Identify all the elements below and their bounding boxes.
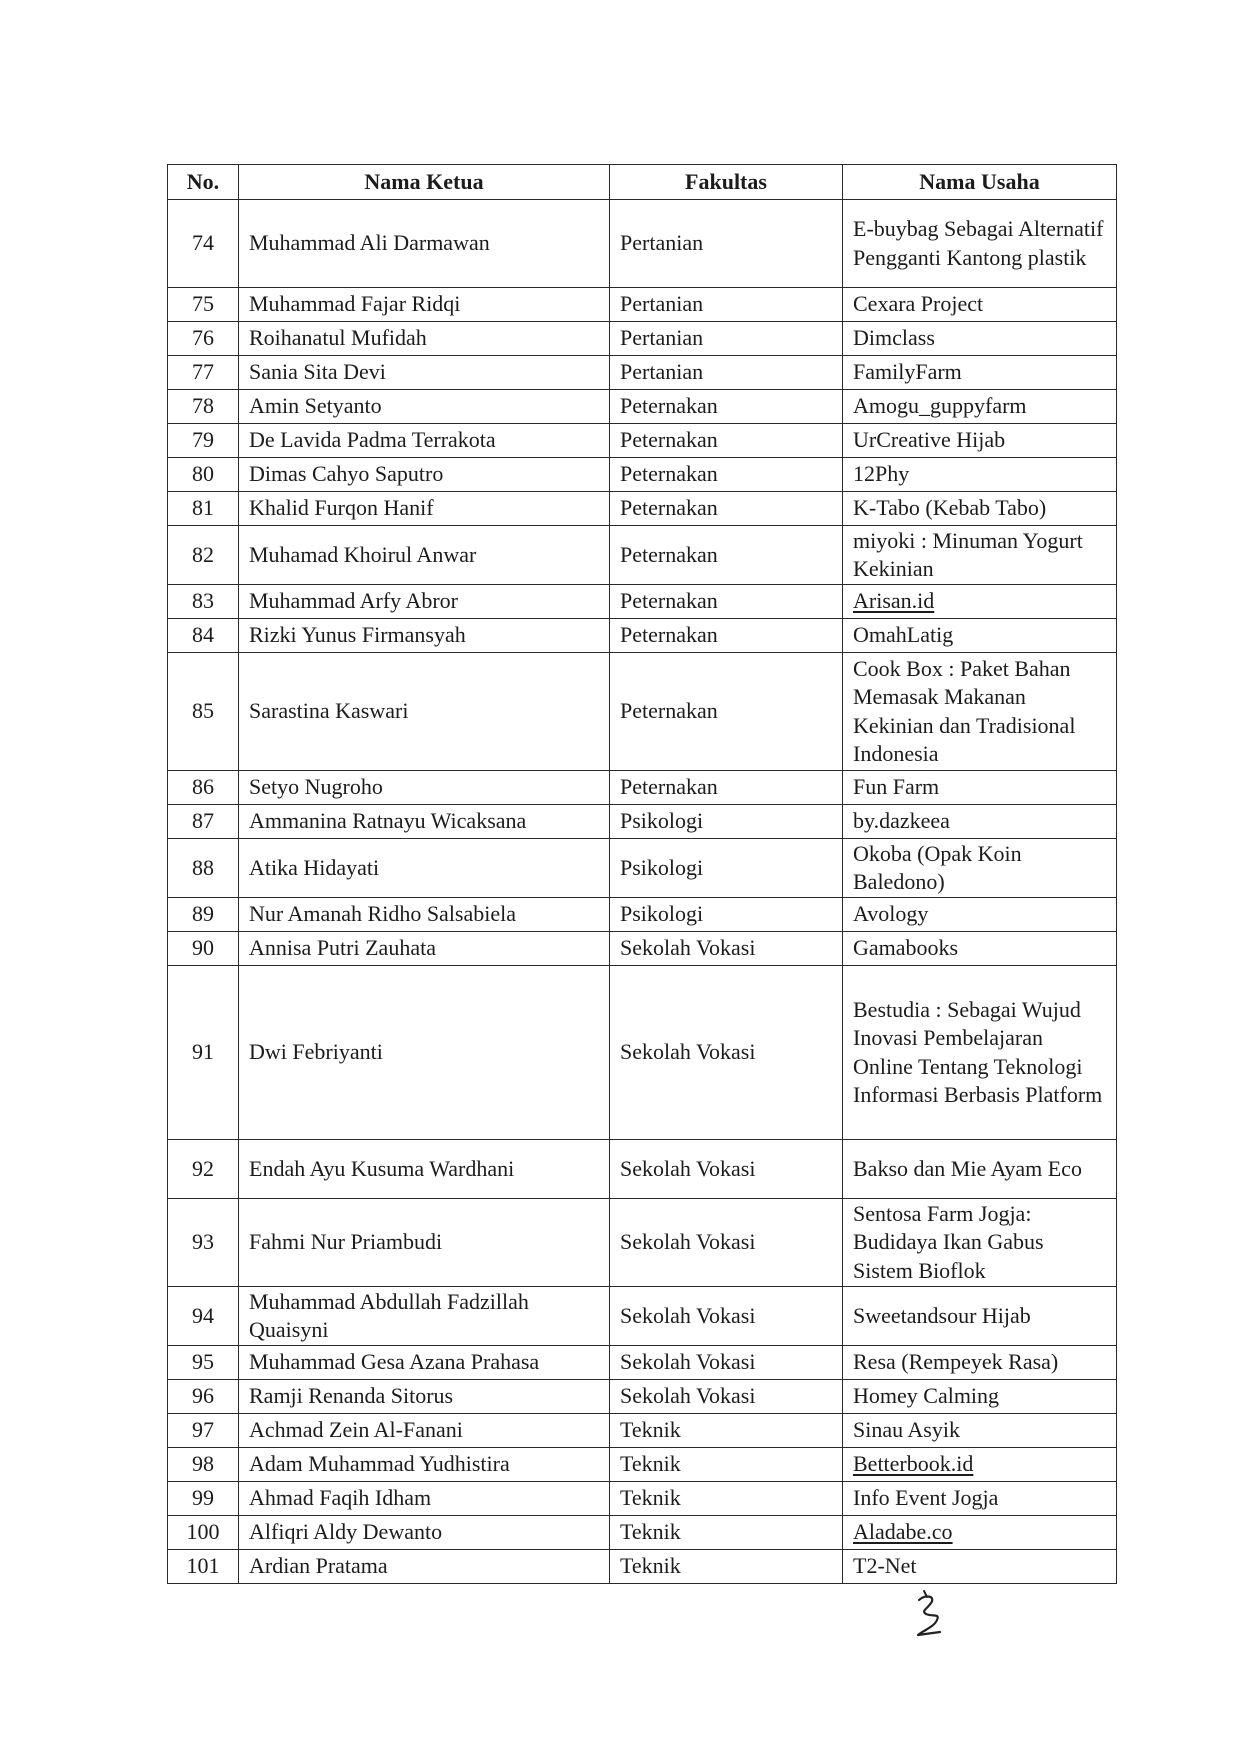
row-number: 80 [168, 458, 239, 492]
row-number: 77 [168, 356, 239, 390]
nama-usaha: Avology [843, 898, 1117, 932]
fakultas: Pertanian [610, 322, 843, 356]
nama-ketua: Setyo Nugroho [239, 771, 610, 805]
nama-ketua: Ammanina Ratnayu Wicaksana [239, 805, 610, 839]
row-number: 81 [168, 492, 239, 526]
nama-ketua: Muhammad Arfy Abror [239, 585, 610, 619]
table-row [168, 1516, 1117, 1550]
header-nama-ketua: Nama Ketua [239, 165, 610, 200]
table-row [168, 288, 1117, 322]
nama-usaha: Gamabooks [843, 932, 1117, 966]
row-number: 74 [168, 200, 239, 288]
fakultas: Peternakan [610, 526, 843, 585]
row-number: 100 [168, 1516, 239, 1550]
row-number: 90 [168, 932, 239, 966]
nama-ketua: Alfiqri Aldy Dewanto [239, 1516, 610, 1550]
table-row [168, 1199, 1117, 1287]
table-row [168, 898, 1117, 932]
fakultas: Sekolah Vokasi [610, 966, 843, 1140]
nama-ketua: Endah Ayu Kusuma Wardhani [239, 1140, 610, 1199]
row-number: 75 [168, 288, 239, 322]
header-no: No. [168, 165, 239, 200]
row-number: 91 [168, 966, 239, 1140]
table-row [168, 356, 1117, 390]
nama-usaha: T2-Net [843, 1550, 1117, 1584]
nama-usaha [843, 1516, 1117, 1550]
table-row [168, 1448, 1117, 1482]
fakultas: Sekolah Vokasi [610, 1140, 843, 1199]
table-row [168, 526, 1117, 585]
fakultas: Sekolah Vokasi [610, 1287, 843, 1346]
nama-usaha [843, 1448, 1117, 1482]
nama-ketua: Muhammad Fajar Ridqi [239, 288, 610, 322]
fakultas: Psikologi [610, 898, 843, 932]
nama-usaha: E-buybag Sebagai Alternatif Pengganti Kantong plastik [843, 200, 1117, 288]
table-row [168, 839, 1117, 898]
nama-ketua: Roihanatul Mufidah [239, 322, 610, 356]
fakultas: Teknik [610, 1414, 843, 1448]
nama-ketua: Muhamad Khoirul Anwar [239, 526, 610, 585]
nama-usaha: Cexara Project [843, 288, 1117, 322]
website-link[interactable]: Aladabe.co [853, 1519, 953, 1545]
nama-usaha: miyoki : Minuman Yogurt Kekinian [843, 526, 1117, 585]
fakultas: Teknik [610, 1516, 843, 1550]
fakultas: Pertanian [610, 288, 843, 322]
table-row [168, 492, 1117, 526]
table-row [168, 322, 1117, 356]
row-number: 97 [168, 1414, 239, 1448]
fakultas: Teknik [610, 1482, 843, 1516]
nama-ketua: Annisa Putri Zauhata [239, 932, 610, 966]
nama-ketua: Ardian Pratama [239, 1550, 610, 1584]
row-number: 86 [168, 771, 239, 805]
participant-table [167, 164, 1117, 1584]
nama-usaha: K-Tabo (Kebab Tabo) [843, 492, 1117, 526]
table-row [168, 458, 1117, 492]
nama-usaha: 12Phy [843, 458, 1117, 492]
fakultas: Pertanian [610, 356, 843, 390]
table-row [168, 1414, 1117, 1448]
fakultas: Peternakan [610, 653, 843, 771]
row-number: 87 [168, 805, 239, 839]
table-body [168, 200, 1117, 1584]
table-header [168, 165, 1117, 200]
nama-usaha: Fun Farm [843, 771, 1117, 805]
nama-ketua: Atika Hidayati [239, 839, 610, 898]
table-row [168, 966, 1117, 1140]
nama-ketua: De Lavida Padma Terrakota [239, 424, 610, 458]
nama-usaha: Bakso dan Mie Ayam Eco [843, 1140, 1117, 1199]
fakultas: Peternakan [610, 424, 843, 458]
nama-usaha [843, 585, 1117, 619]
table-row [168, 653, 1117, 771]
nama-usaha: by.dazkeea [843, 805, 1117, 839]
fakultas: Peternakan [610, 771, 843, 805]
header-row [168, 165, 1117, 200]
nama-ketua: Achmad Zein Al-Fanani [239, 1414, 610, 1448]
fakultas: Peternakan [610, 619, 843, 653]
fakultas: Psikologi [610, 805, 843, 839]
nama-ketua: Muhammad Ali Darmawan [239, 200, 610, 288]
fakultas: Peternakan [610, 585, 843, 619]
nama-ketua: Dwi Febriyanti [239, 966, 610, 1140]
row-number: 99 [168, 1482, 239, 1516]
fakultas: Sekolah Vokasi [610, 1380, 843, 1414]
table-row [168, 1140, 1117, 1199]
website-link[interactable]: Betterbook.id [853, 1451, 974, 1477]
nama-ketua: Ramji Renanda Sitorus [239, 1380, 610, 1414]
row-number: 79 [168, 424, 239, 458]
fakultas: Psikologi [610, 839, 843, 898]
nama-usaha: Homey Calming [843, 1380, 1117, 1414]
nama-usaha: Amogu_guppyfarm [843, 390, 1117, 424]
table-row [168, 619, 1117, 653]
fakultas: Teknik [610, 1448, 843, 1482]
fakultas: Sekolah Vokasi [610, 932, 843, 966]
nama-usaha: Dimclass [843, 322, 1117, 356]
fakultas: Sekolah Vokasi [610, 1346, 843, 1380]
fakultas: Teknik [610, 1550, 843, 1584]
fakultas: Sekolah Vokasi [610, 1199, 843, 1287]
fakultas: Pertanian [610, 200, 843, 288]
nama-usaha: Bestudia : Sebagai Wujud Inovasi Pembelajaran Online Tentang Teknologi Informasi Berbasis Platform [843, 966, 1117, 1140]
nama-usaha: OmahLatig [843, 619, 1117, 653]
nama-usaha: UrCreative Hijab [843, 424, 1117, 458]
fakultas: Peternakan [610, 492, 843, 526]
nama-ketua: Amin Setyanto [239, 390, 610, 424]
row-number: 84 [168, 619, 239, 653]
nama-ketua: Khalid Furqon Hanif [239, 492, 610, 526]
table-row [168, 200, 1117, 288]
row-number: 95 [168, 1346, 239, 1380]
row-number: 83 [168, 585, 239, 619]
nama-usaha: Okoba (Opak Koin Baledono) [843, 839, 1117, 898]
fakultas: Peternakan [610, 458, 843, 492]
row-number: 82 [168, 526, 239, 585]
nama-usaha: Sweetandsour Hijab [843, 1287, 1117, 1346]
table-row [168, 1482, 1117, 1516]
website-link[interactable]: Arisan.id [853, 588, 935, 614]
table-row [168, 1346, 1117, 1380]
table-row [168, 1287, 1117, 1346]
nama-usaha: FamilyFarm [843, 356, 1117, 390]
header-fakultas: Fakultas [610, 165, 843, 200]
table-row [168, 1550, 1117, 1584]
nama-usaha: Cook Box : Paket Bahan Memasak Makanan Kekinian dan Tradisional Indonesia [843, 653, 1117, 771]
fakultas: Peternakan [610, 390, 843, 424]
table-row [168, 1380, 1117, 1414]
row-number: 76 [168, 322, 239, 356]
nama-usaha: Sentosa Farm Jogja: Budidaya Ikan Gabus Sistem Bioflok [843, 1199, 1117, 1287]
table-row [168, 424, 1117, 458]
row-number: 101 [168, 1550, 239, 1584]
nama-ketua: Adam Muhammad Yudhistira [239, 1448, 610, 1482]
nama-ketua: Sarastina Kaswari [239, 653, 610, 771]
row-number: 93 [168, 1199, 239, 1287]
table-row [168, 390, 1117, 424]
nama-ketua: Dimas Cahyo Saputro [239, 458, 610, 492]
nama-ketua: Rizki Yunus Firmansyah [239, 619, 610, 653]
row-number: 89 [168, 898, 239, 932]
nama-ketua: Muhammad Gesa Azana Prahasa [239, 1346, 610, 1380]
nama-usaha: Sinau Asyik [843, 1414, 1117, 1448]
header-nama-usaha: Nama Usaha [843, 165, 1117, 200]
row-number: 94 [168, 1287, 239, 1346]
nama-ketua: Nur Amanah Ridho Salsabiela [239, 898, 610, 932]
nama-usaha: Info Event Jogja [843, 1482, 1117, 1516]
row-number: 96 [168, 1380, 239, 1414]
table-row [168, 805, 1117, 839]
row-number: 85 [168, 653, 239, 771]
table-row [168, 771, 1117, 805]
row-number: 78 [168, 390, 239, 424]
nama-ketua: Sania Sita Devi [239, 356, 610, 390]
row-number: 88 [168, 839, 239, 898]
row-number: 92 [168, 1140, 239, 1199]
row-number: 98 [168, 1448, 239, 1482]
nama-ketua: Ahmad Faqih Idham [239, 1482, 610, 1516]
nama-ketua: Muhammad Abdullah Fadzillah Quaisyni [239, 1287, 610, 1346]
table-row [168, 585, 1117, 619]
table-row [168, 932, 1117, 966]
nama-ketua: Fahmi Nur Priambudi [239, 1199, 610, 1287]
nama-usaha: Resa (Rempeyek Rasa) [843, 1346, 1117, 1380]
signature-mark [910, 1588, 950, 1638]
